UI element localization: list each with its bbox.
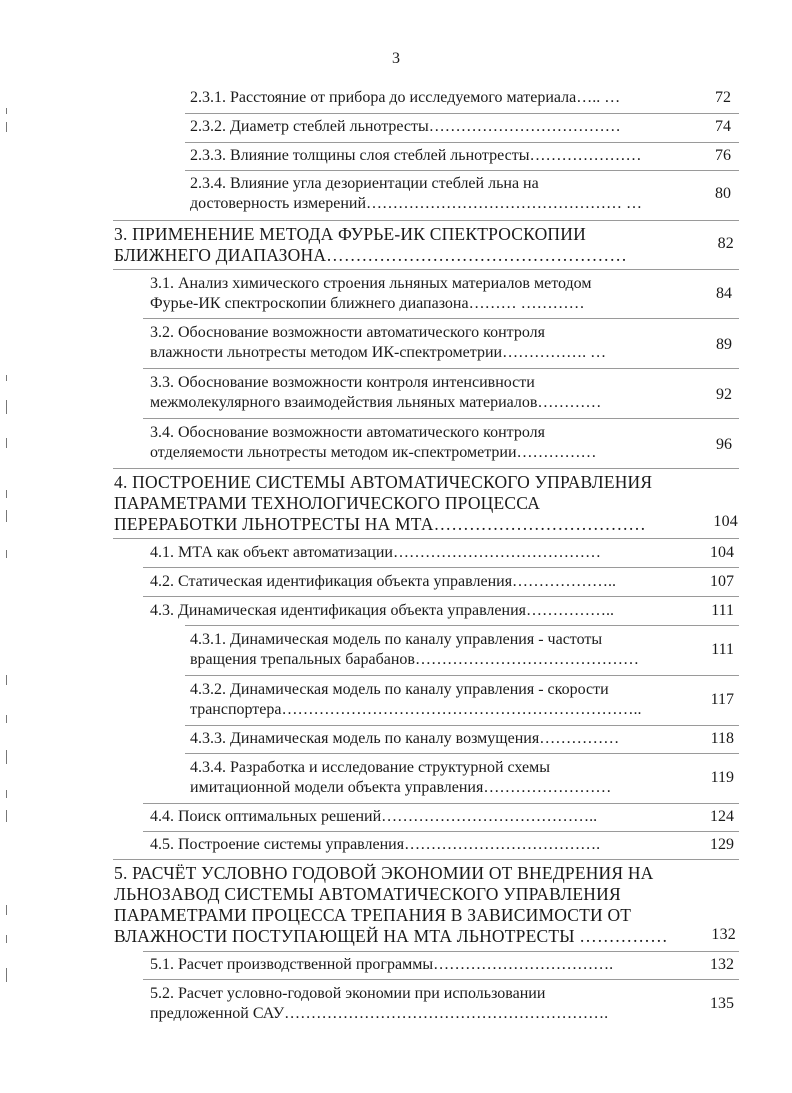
- row-divider: [185, 625, 739, 626]
- toc-page-number: 92: [716, 386, 732, 403]
- toc-entry-3-4: [150, 423, 732, 463]
- toc-page-number: 135: [710, 995, 734, 1012]
- toc-entry-2-3-3: [190, 146, 731, 166]
- toc-page-number: 111: [711, 602, 734, 619]
- scan-mark: [6, 905, 7, 915]
- row-divider: [185, 142, 739, 143]
- toc-page-number: 118: [710, 730, 734, 747]
- toc-entry-3-3: [150, 373, 732, 413]
- toc-page-number: 124: [710, 808, 734, 825]
- toc-page-number: 84: [716, 285, 732, 302]
- toc-page-number: 82: [717, 235, 734, 252]
- row-divider: [185, 675, 739, 676]
- toc-entry-text: 4.3.1. Динамическая модель по каналу управления - частоты: [190, 631, 603, 648]
- toc-entry-4-5: [150, 835, 734, 855]
- toc-entry-text: 3.4. Обоснование возможности автоматического контроля: [150, 424, 545, 441]
- toc-entry-text: 2.3.2. Диаметр стеблей льнотресты………………………………: [190, 118, 621, 135]
- toc-entry-text: 4.3. Динамическая идентификация объекта управления……………..: [150, 602, 614, 619]
- toc-entry-text: 4.5. Построение системы управления……………………………….: [150, 836, 601, 853]
- toc-entry-text: влажности льнотресты методом ИК-спектрометрии……………. …: [150, 344, 607, 361]
- toc-entry-2-3-4: [190, 174, 731, 214]
- toc-page-number: 104: [713, 513, 738, 530]
- toc-page-number: 76: [715, 147, 731, 164]
- toc-entry-5-1: [150, 955, 734, 975]
- toc-entry-5-2: [150, 984, 734, 1024]
- toc-entry-text: вращения трепальных барабанов……………………………………: [190, 651, 639, 668]
- row-divider: [143, 368, 739, 369]
- row-divider: [143, 951, 739, 952]
- toc-chapter-title: ПАРАМЕТРАМИ ТЕХНОЛОГИЧЕСКОГО ПРОЦЕССА: [114, 493, 541, 513]
- row-divider: [113, 269, 739, 270]
- row-divider: [143, 831, 739, 832]
- toc-entry-2-3-2: [190, 117, 731, 137]
- toc-entry-4-4: [150, 807, 734, 827]
- toc-page-number: 72: [715, 89, 731, 106]
- row-divider: [185, 753, 739, 754]
- toc-entry-text: 3.1. Анализ химического строения льняных материалов методом: [150, 275, 592, 292]
- toc-page-number: 132: [710, 956, 734, 973]
- toc-entry-text: 2.3.1. Расстояние от прибора до исследуемого материала….. …: [190, 89, 621, 106]
- toc-chapter-title: БЛИЖНЕГО ДИАПАЗОНА……………………………………………: [114, 245, 628, 265]
- scan-mark: [6, 122, 7, 132]
- scan-mark: [6, 715, 7, 723]
- toc-entry-3-2: [150, 323, 732, 363]
- toc-page-number: 132: [711, 926, 736, 943]
- toc-entry-text: Фурье-ИК спектроскопии ближнего диапазона……… …………: [150, 295, 585, 312]
- toc-entry-text: 2.3.3. Влияние толщины слоя стеблей льнотресты…………………: [190, 147, 642, 164]
- page-number: 3: [392, 50, 400, 67]
- row-divider: [113, 859, 739, 860]
- toc-entry-text: 4.3.3. Динамическая модель по каналу возмущения……………: [190, 730, 620, 747]
- toc-entry-4-3: [150, 601, 734, 621]
- toc-entry-text: 5.2. Расчет условно-годовой экономии при использовании: [150, 985, 546, 1002]
- toc-entry-4-3-4: [190, 758, 734, 798]
- row-divider: [185, 170, 739, 171]
- toc-entry-text: 2.3.4. Влияние угла дезориентации стеблей льна на: [190, 175, 539, 192]
- scan-mark: [6, 550, 7, 558]
- scan-mark: [6, 790, 7, 798]
- row-divider: [143, 418, 739, 419]
- toc-entry-4-1: [150, 543, 734, 563]
- toc-entry-text: 3.3. Обоснование возможности контроля интенсивности: [150, 374, 535, 391]
- toc-chapter-3: [114, 224, 734, 266]
- toc-chapter-title: 3. ПРИМЕНЕНИЕ МЕТОДА ФУРЬЕ-ИК СПЕКТРОСКОПИИ: [114, 224, 586, 244]
- toc-chapter-title: ЛЬНОЗАВОД СИСТЕМЫ АВТОМАТИЧЕСКОГО УПРАВЛЕНИЯ: [114, 884, 621, 904]
- toc-chapter-title: 4. ПОСТРОЕНИЕ СИСТЕМЫ АВТОМАТИЧЕСКОГО УПРАВЛЕНИЯ: [114, 472, 653, 492]
- toc-page-number: 80: [715, 185, 731, 202]
- toc-entry-4-2: [150, 572, 734, 592]
- scan-mark: [6, 108, 7, 114]
- toc-chapter-title: 5. РАСЧЁТ УСЛОВНО ГОДОВОЙ ЭКОНОМИИ ОТ ВНЕДРЕНИЯ НА: [114, 863, 654, 883]
- toc-entry-text: достоверность измерений………………………………………… …: [190, 195, 643, 212]
- row-divider: [143, 567, 739, 568]
- toc-entry-text: транспортера…………………………………………………………..: [190, 701, 642, 718]
- toc-entry-4-3-2: [190, 680, 734, 720]
- toc-page-number: 89: [716, 336, 732, 353]
- row-divider: [143, 596, 739, 597]
- toc-entry-text: предложенной САУ…………………………………………………….: [150, 1005, 609, 1022]
- toc-entry-4-3-3: [190, 729, 734, 749]
- toc-page-number: 96: [716, 436, 732, 453]
- toc-entry-text: 5.1. Расчет производственной программы…………………………….: [150, 956, 614, 973]
- row-divider: [113, 468, 739, 469]
- toc-page-number: 74: [715, 118, 731, 135]
- toc-entry-text: межмолекулярного взаимодействия льняных материалов…………: [150, 394, 602, 411]
- toc-chapter-4: [114, 472, 738, 535]
- scan-mark: [6, 968, 7, 982]
- scan-mark: [6, 375, 7, 381]
- toc-chapter-title: ВЛАЖНОСТИ ПОСТУПАЮЩЕЙ НА МТА ЛЬНОТРЕСТЫ ……………: [114, 926, 668, 946]
- scan-mark: [6, 490, 7, 498]
- scan-mark: [6, 750, 7, 764]
- toc-page-number: 119: [710, 769, 734, 786]
- toc-entry-2-3-1: [190, 88, 731, 108]
- toc-chapter-title: ПЕРЕРАБОТКИ ЛЬНОТРЕСТЫ НА МТА………………………………: [114, 514, 646, 534]
- scan-mark: [6, 510, 7, 522]
- toc-entry-text: имитационной модели объекта управления……………………: [190, 779, 612, 796]
- toc-page-number: 107: [710, 573, 734, 590]
- row-divider: [113, 538, 739, 539]
- toc-entry-text: 4.2. Статическая идентификация объекта управления………………..: [150, 573, 617, 590]
- scan-mark: [6, 810, 7, 822]
- scan-mark: [6, 675, 7, 685]
- row-divider: [143, 979, 739, 980]
- toc-chapter-5: [114, 863, 736, 947]
- scan-mark: [6, 438, 7, 448]
- row-divider: [143, 803, 739, 804]
- toc-page-number: 111: [711, 641, 734, 658]
- toc-entry-3-1: [150, 274, 732, 314]
- row-divider: [143, 318, 739, 319]
- toc-page-number: 129: [710, 836, 734, 853]
- toc-entry-text: 3.2. Обоснование возможности автоматического контроля: [150, 324, 545, 341]
- row-divider: [113, 220, 739, 221]
- toc-page-number: 104: [710, 544, 734, 561]
- toc-entry-text: 4.3.4. Разработка и исследование структурной схемы: [190, 759, 551, 776]
- toc-chapter-title: ПАРАМЕТРАМИ ПРОЦЕССА ТРЕПАНИЯ В ЗАВИСИМОСТИ ОТ: [114, 905, 632, 925]
- toc-page-number: 117: [710, 691, 734, 708]
- scan-mark: [6, 400, 7, 414]
- toc-entry-text: отделяемости льнотресты методом ик-спектрометрии……………: [150, 444, 597, 461]
- scan-margin-marks: [2, 100, 12, 1000]
- row-divider: [185, 725, 739, 726]
- toc-entry-text: 4.1. МТА как объект автоматизации…………………………………: [150, 544, 601, 561]
- scan-mark: [6, 935, 7, 943]
- row-divider: [185, 113, 739, 114]
- toc-entry-text: 4.4. Поиск оптимальных решений…………………………………..: [150, 808, 598, 825]
- toc-entry-text: 4.3.2. Динамическая модель по каналу управления - скорости: [190, 681, 609, 698]
- toc-entry-4-3-1: [190, 630, 734, 670]
